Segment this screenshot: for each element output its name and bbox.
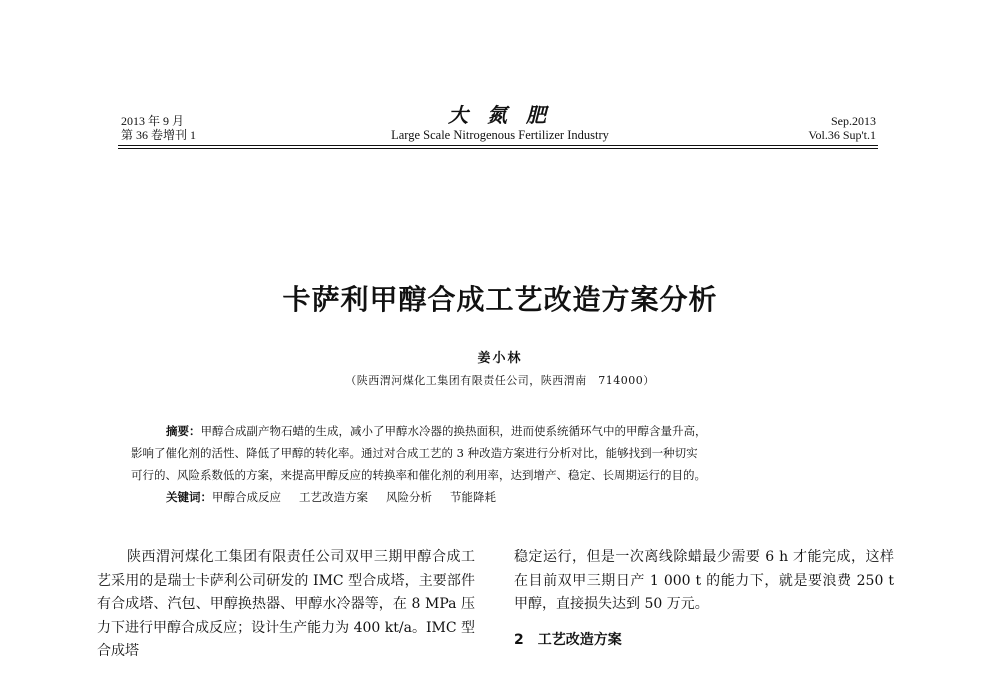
body-column-right [514, 546, 894, 652]
abstract-label: 摘要： [166, 424, 201, 438]
section-title: 工艺改造方案 [537, 631, 622, 648]
header-volume: 第 36 卷增刊 1 [121, 128, 197, 142]
author-name: 姜小林 [477, 351, 523, 366]
keyword: 甲醇合成反应 [212, 490, 281, 504]
keyword: 节能降耗 [450, 490, 496, 504]
body-paragraph: 陕西渭河煤化工集团有限责任公司双甲三期甲醇合成工艺采用的是瑞士卡萨利公司研发的 IMC 型合成塔，主要部件有合成塔、汽包、甲醇换热器、甲醇水冷器等，在 8 MPa 压力下进行甲醇合成反应；设计生产能力为 400 kt/a。IMC 型合成塔 [97, 549, 475, 659]
body-paragraph: 稳定运行，但是一次离线除蜡最少需要 6 h 才能完成，这样在目前双甲三期日产 1 000 t 的能力下，就是要浪费 250 t 甲醇，直接损失达到 50 万元。 [514, 549, 894, 612]
keyword: 风险分析 [386, 490, 432, 504]
section-number: 2 [514, 631, 524, 648]
abstract-block [131, 420, 871, 508]
keywords-line [131, 486, 871, 508]
author-affiliation: （陕西渭河煤化工集团有限责任公司，陕西渭南 714000） [345, 374, 655, 387]
paper-title: 卡萨利甲醇合成工艺改造方案分析 [282, 283, 718, 316]
abstract-line [131, 420, 871, 442]
header-date-en: Sep.2013 [831, 114, 876, 128]
header-date: 2013 年 9 月 [121, 114, 185, 128]
abstract-line: 影响了催化剂的活性、降低了甲醇的转化率。通过对合成工艺的 3 种改造方案进行分析对比，能够找到一种切实 [131, 446, 698, 460]
journal-logo: 大 氮 肥 [448, 103, 552, 127]
abstract-text: 甲醇合成副产物石蜡的生成，减小了甲醇水冷器的换热面积，进而使系统循环气中的甲醇含量升高， [200, 424, 707, 438]
keywords-label: 关键词： [166, 490, 212, 504]
header-volume-en: Vol.36 Sup't.1 [808, 128, 876, 142]
body-column-left [97, 546, 475, 664]
journal-english-name: Large Scale Nitrogenous Fertilizer Industry [391, 128, 609, 142]
abstract-line: 可行的、风险系数低的方案，来提高甲醇反应的转换率和催化剂的利用率，达到增产、稳定、长周期运行的目的。 [131, 468, 706, 482]
header-rule [118, 145, 878, 149]
keyword: 工艺改造方案 [299, 490, 368, 504]
section-heading [514, 629, 894, 653]
header-issue-date-en [808, 114, 876, 142]
